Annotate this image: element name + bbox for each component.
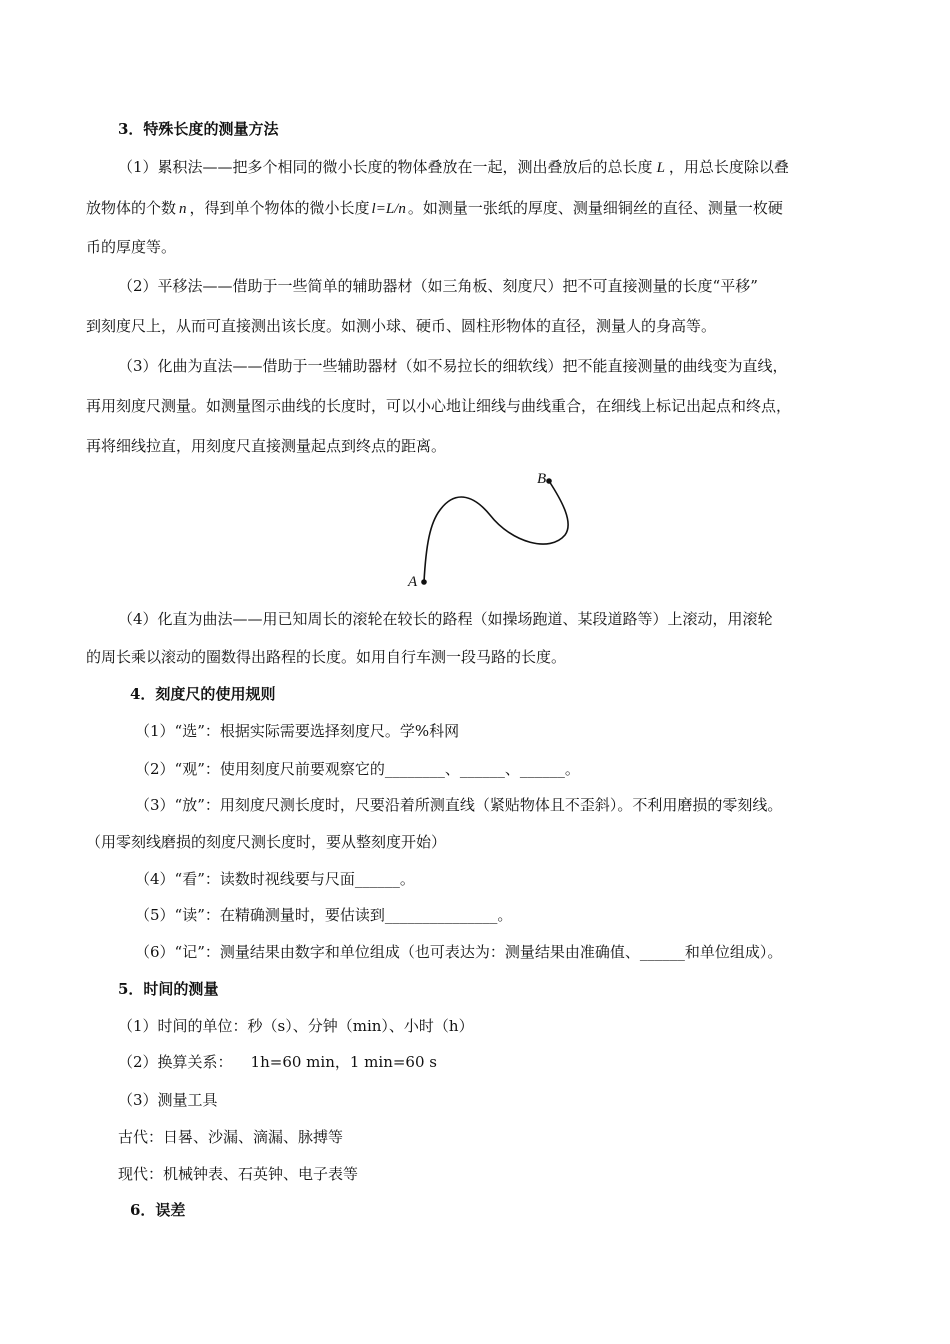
paragraph-line: （1）累积法——把多个相同的微小长度的物体叠放在一起，测出叠放后的总长度 L ，用总长度除以叠 [118,158,789,176]
paragraph-line: 再用刻度尺测量。如测量图示曲线的长度时，可以小心地让细线与曲线重合，在细线上标记出起点和终点， [86,397,792,415]
paragraph-line: 币的厚度等。 [86,238,177,256]
rule-item: （3）“放”：用刻度尺测长度时，尺要沿着所测直线（紧贴物体且不歪斜）。不利用磨损的零刻线。 [135,796,783,814]
time-item: 现代：机械钟表、石英钟、电子表等 [118,1165,359,1183]
paragraph-line: （4）化直为曲法——用已知周长的滚轮在较长的路程（如操场跑道、某段道路等）上滚动，用滚轮 [118,610,773,628]
paragraph-line: （3）化曲为直法——借助于一些辅助器材（如不易拉长的细软线）把不能直接测量的曲线变为直线， [118,357,788,375]
section-3-heading: 3．特殊长度的测量方法 [118,120,279,138]
rule-item: （2）“观”：使用刻度尺前要观察它的________、______、______。 [135,760,580,778]
paragraph-line: （2）平移法——借助于一些简单的辅助器材（如三角板、刻度尺）把不可直接测量的长度“平移” [118,277,758,295]
paragraph-line: 放物体的个数 n ，得到单个物体的微小长度 l=L/n 。如测量一张纸的厚度、测量细铜丝的直径、测量一枚硬 [86,199,783,217]
point-b-dot [546,478,552,484]
section-6-heading: 6．误差 [130,1201,186,1219]
section-5-heading: 5．时间的测量 [118,980,219,998]
point-a-dot [421,579,427,585]
time-item: （1）时间的单位：秒（s）、分钟（min）、小时（h） [118,1017,474,1035]
paragraph-line: 到刻度尺上，从而可直接测出该长度。如测小球、硬币、圆柱形物体的直径，测量人的身高等。 [86,317,717,335]
time-item: 古代：日晷、沙漏、滴漏、脉搏等 [118,1128,344,1146]
point-a-label: A [408,574,418,590]
rule-item: （4）“看”：读数时视线要与尺面______。 [135,870,415,888]
time-item: （2）换算关系： 1h=60 min，1 min=60 s [118,1053,437,1071]
section-4-heading: 4．刻度尺的使用规则 [130,685,276,703]
curve-line [424,481,568,582]
rule-item: （用零刻线磨损的刻度尺测长度时，要从整刻度开始） [86,833,447,851]
rule-item: （6）“记”：测量结果由数字和单位组成（也可表达为：测量结果由准确值、______和单位组成）。 [135,943,783,961]
rule-item: （1）“选”：根据实际需要选择刻度尺。学%科网 [135,722,460,740]
point-b-label: B [537,471,547,487]
time-item: （3）测量工具 [118,1091,218,1109]
curve-figure [400,465,590,595]
paragraph-line: 再将细线拉直，用刻度尺直接测量起点到终点的距离。 [86,437,447,455]
paragraph-line: 的周长乘以滚动的圈数得出路程的长度。如用自行车测一段马路的长度。 [86,648,567,666]
rule-item: （5）“读”：在精确测量时，要估读到_______________。 [135,906,513,924]
